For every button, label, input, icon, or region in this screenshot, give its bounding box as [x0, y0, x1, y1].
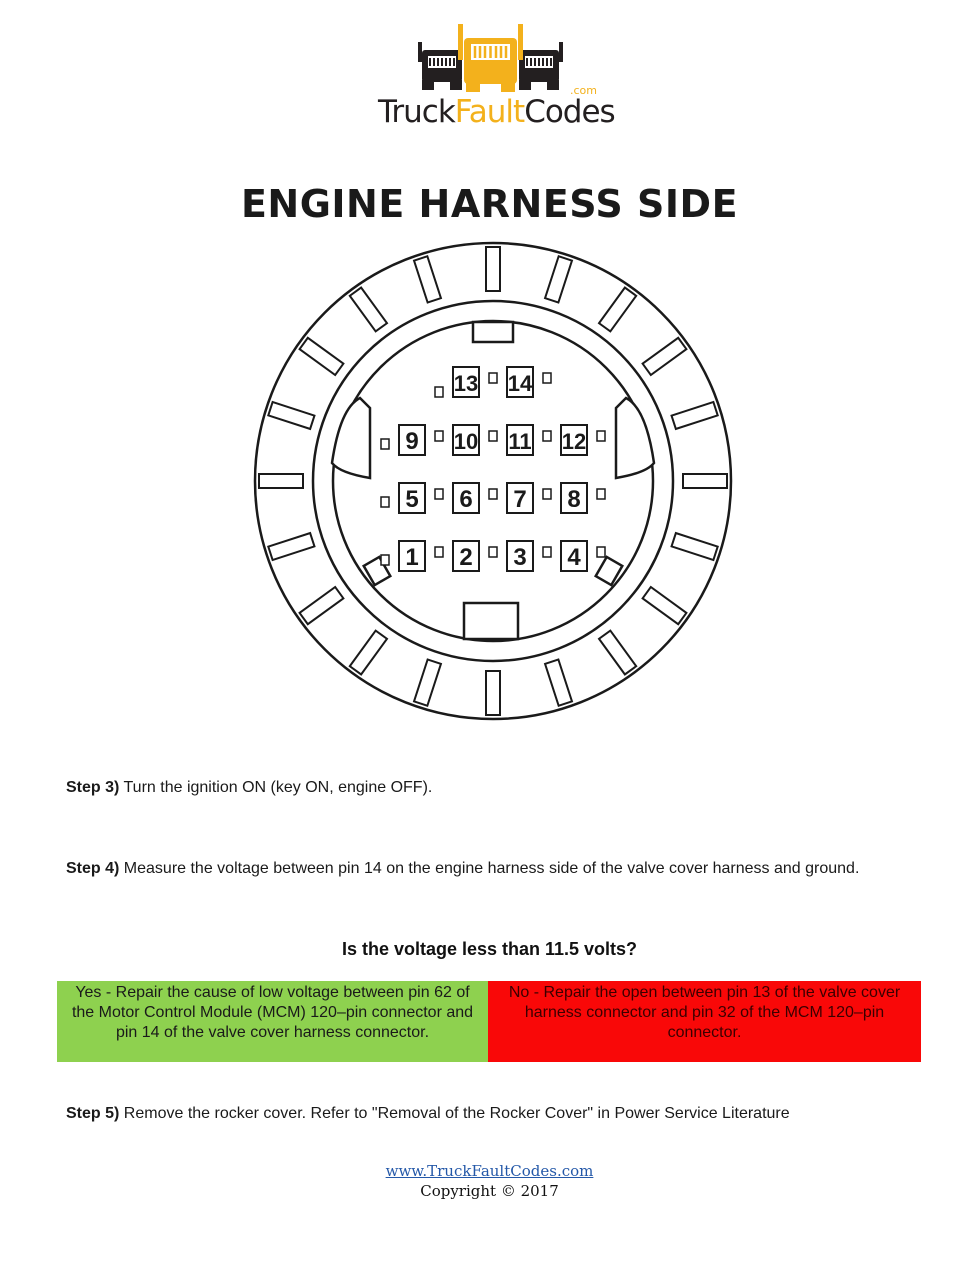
connector-tooth: [350, 288, 387, 332]
connector-tooth: [350, 631, 387, 675]
answer-no: No - Repair the open between pin 13 of the valve cover harness connector and pin 32 of the MCM 120–pin connector.: [488, 981, 921, 1062]
pin-10: [453, 425, 479, 455]
pin-label: 7: [513, 486, 527, 513]
pin-11: [507, 425, 533, 455]
pin-lock-tab: [597, 431, 605, 441]
pin-grid: [381, 367, 605, 571]
connector-outer-ring: [255, 243, 731, 719]
connector-tooth: [683, 474, 727, 488]
step-3-label: Step 3): [66, 779, 120, 796]
pin-lock-tab: [543, 373, 551, 383]
connector-tooth: [300, 338, 344, 375]
connector-tooth: [643, 338, 687, 375]
step-5: [66, 1103, 906, 1124]
pin-9: [399, 425, 425, 455]
pin-lock-tab: [435, 387, 443, 397]
pin-1: [399, 541, 425, 571]
bottom-key-slot: [464, 603, 518, 639]
pin-6: [453, 483, 479, 513]
logo-word-fault: Fault: [454, 94, 525, 130]
pin-label: 5: [405, 486, 419, 513]
pin-lock-tab: [489, 431, 497, 441]
pin-lock-tab: [381, 555, 389, 565]
footer: [0, 1161, 979, 1201]
diagram-title: ENGINE HARNESS SIDE: [240, 182, 739, 226]
pin-lock-tab: [597, 489, 605, 499]
pin-lock-tab: [543, 547, 551, 557]
pin-lock-tab: [543, 431, 551, 441]
pin-13: [453, 367, 479, 397]
pin-7: [507, 483, 533, 513]
logo-com-suffix: .com: [570, 84, 597, 97]
connector-tooth: [268, 402, 314, 429]
connector-tooth: [268, 533, 314, 560]
connector-tooth: [643, 587, 687, 624]
step-5-text: Remove the rocker cover. Refer to "Removal of the Rocker Cover" in Power Service Literature: [119, 1105, 790, 1122]
left-latch: [332, 398, 370, 478]
connector-teeth: [259, 247, 727, 715]
pin-lock-tab: [435, 489, 443, 499]
pin-label: 3: [513, 544, 527, 571]
connector-diagram: [250, 238, 736, 724]
pin-label: 12: [561, 429, 587, 454]
top-key-slot: [473, 322, 513, 342]
pin-label: 8: [567, 486, 581, 513]
pin-3: [507, 541, 533, 571]
pin-label: 2: [459, 544, 473, 571]
connector-tooth: [599, 631, 636, 675]
connector-tooth: [300, 587, 344, 624]
voltage-question: Is the voltage less than 11.5 volts?: [341, 939, 638, 959]
pin-label: 6: [459, 486, 473, 513]
pin-label: 11: [508, 429, 532, 454]
pin-4: [561, 541, 587, 571]
pin-lock-tab: [381, 497, 389, 507]
connector-face: [333, 321, 653, 641]
pin-lock-tab: [435, 431, 443, 441]
connector-tooth: [599, 288, 636, 332]
pin-lock-tab: [489, 373, 497, 383]
connector-tooth: [545, 256, 572, 302]
pin-lock-tab: [543, 489, 551, 499]
logo-wordmark: [378, 92, 615, 132]
pin-12: [561, 425, 587, 455]
pin-lock-tab: [597, 547, 605, 557]
step-4-label: Step 4): [66, 860, 120, 877]
logo-word-truck: Truck: [378, 94, 455, 130]
pin-lock-tab: [489, 489, 497, 499]
pin-label: 4: [567, 544, 581, 571]
pin-2: [453, 541, 479, 571]
truck-logo-icon: [378, 20, 603, 92]
pin-14: [507, 367, 533, 397]
pin-label: 13: [453, 371, 479, 396]
step-3-text: Turn the ignition ON (key ON, engine OFF).: [119, 779, 433, 796]
logo-word-codes: Codes: [524, 94, 615, 130]
answer-yes: Yes - Repair the cause of low voltage between pin 62 of the Motor Control Module (MCM) 120–pin connector and pin 14 of the valve cover harness connector.: [57, 981, 488, 1062]
right-latch: [616, 398, 654, 478]
pin-label: 10: [453, 429, 479, 454]
footer-copyright: Copyright © 2017: [420, 1182, 559, 1200]
connector-tooth: [672, 533, 718, 560]
connector-tooth: [414, 660, 441, 706]
pin-5: [399, 483, 425, 513]
site-logo: [378, 20, 615, 130]
connector-tooth: [672, 402, 718, 429]
pin-label: 9: [405, 428, 419, 455]
step-5-label: Step 5): [66, 1105, 120, 1122]
answer-table: [57, 981, 921, 1062]
pin-label: 1: [405, 544, 419, 571]
pin-lock-tab: [381, 439, 389, 449]
connector-tooth: [486, 671, 500, 715]
footer-website-link[interactable]: www.TruckFaultCodes.com: [385, 1162, 594, 1180]
pin-8: [561, 483, 587, 513]
connector-tooth: [414, 256, 441, 302]
pin-lock-tab: [435, 547, 443, 557]
step-3: [66, 777, 906, 798]
connector-tooth: [545, 660, 572, 706]
pin-lock-tab: [489, 547, 497, 557]
step-4: [66, 858, 906, 879]
connector-tooth: [259, 474, 303, 488]
pin-label: 14: [507, 371, 533, 396]
connector-tooth: [486, 247, 500, 291]
step-4-text: Measure the voltage between pin 14 on the engine harness side of the valve cover harness and ground.: [119, 860, 860, 877]
